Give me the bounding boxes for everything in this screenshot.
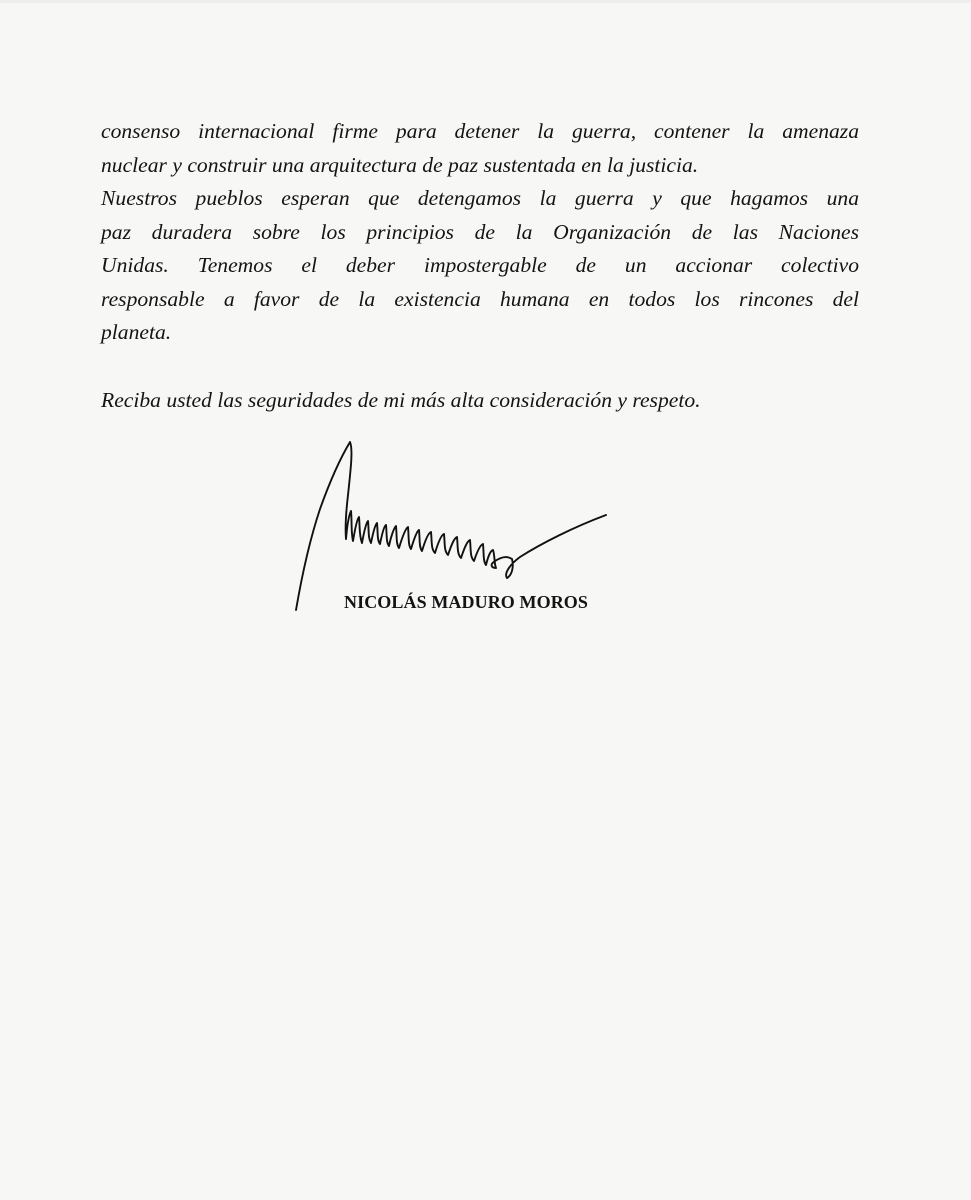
paragraph-line: paz duradera sobre los principios de la Organización de las Naciones (101, 219, 859, 244)
signer-name: NICOLÁS MADURO MOROS (344, 592, 589, 612)
paragraph-line: Unidas. Tenemos el deber impostergable de un accionar colectivo (101, 253, 859, 277)
letter-body (101, 115, 859, 417)
paragraph-line: consenso internacional firme para detener la guerra, contener la amenaza (101, 119, 859, 143)
paragraph-line: Nuestros pueblos esperan que detengamos la guerra y que hagamos una (101, 186, 859, 210)
signature-drawing (290, 437, 610, 613)
paragraph-line: planeta. (101, 320, 172, 344)
paragraph-line: nuclear y construir una arquitectura de paz sustentada en la justicia. (101, 152, 699, 177)
closing-line: Reciba usted las seguridades de mi más alta consideración y respeto. (101, 387, 701, 412)
handwritten-signature (290, 437, 610, 613)
paragraph-gap (101, 350, 859, 384)
paragraph-line: responsable a favor de la existencia humana en todos los rincones del (101, 286, 859, 311)
